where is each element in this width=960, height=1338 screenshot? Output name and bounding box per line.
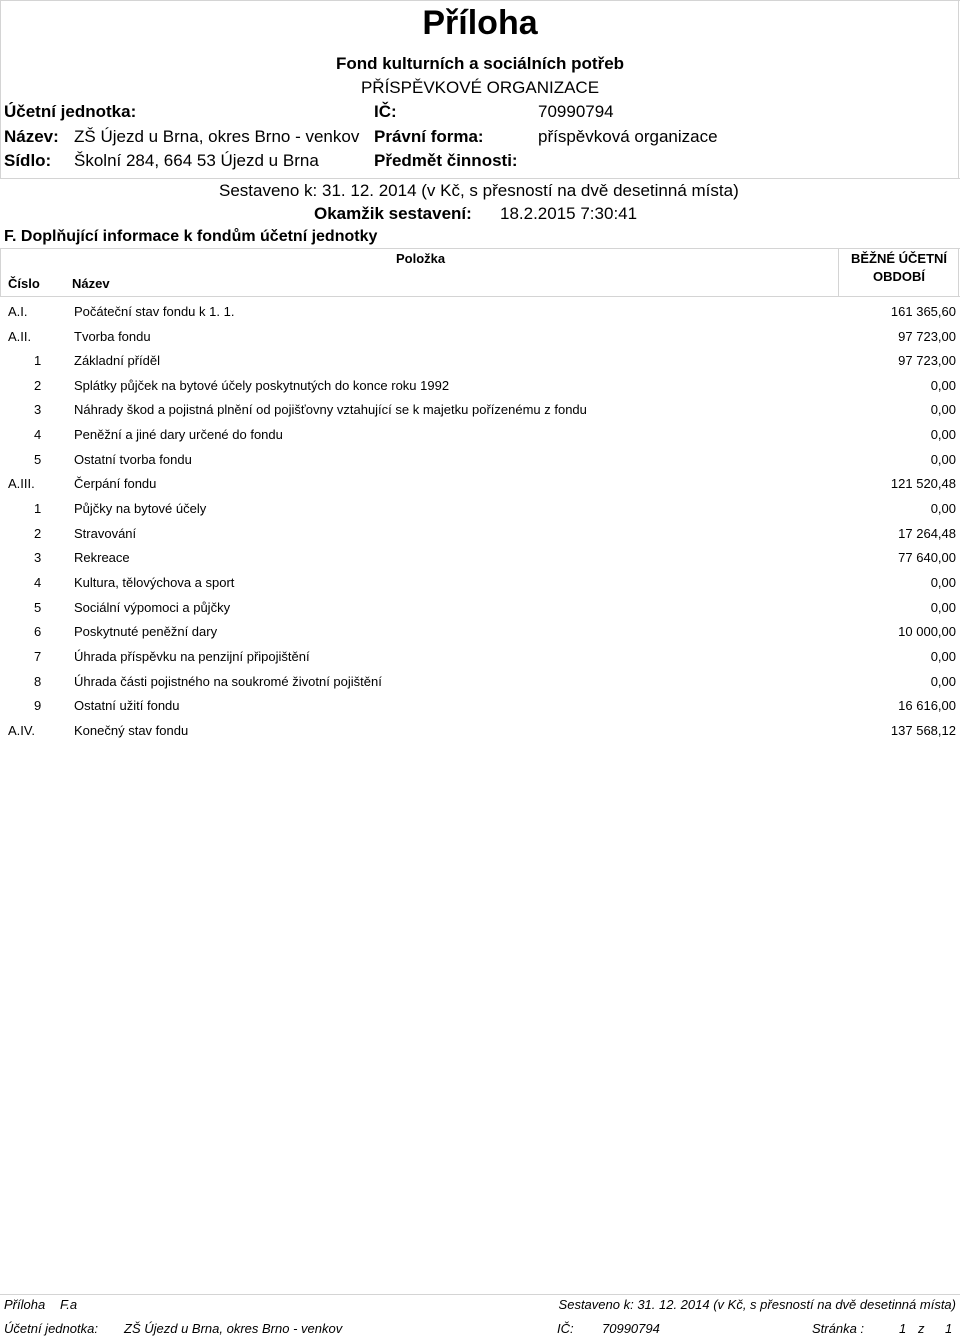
- table-header-top-line: [0, 248, 960, 249]
- row-value: 161 365,60: [890, 304, 956, 319]
- footer-appendix: Příloha: [4, 1297, 46, 1312]
- row-value: 137 568,12: [890, 723, 956, 738]
- row-number: 1: [34, 501, 42, 516]
- row-number: A.III.: [8, 476, 35, 491]
- row-number: 3: [34, 550, 42, 565]
- row-value: 0,00: [930, 378, 956, 393]
- row-number: A.II.: [8, 329, 32, 344]
- subtitle-org: PŘÍSPĚVKOVÉ ORGANIZACE: [360, 78, 600, 97]
- table-header-right-line: [958, 248, 959, 296]
- row-name: Peněžní a jiné dary určené do fondu: [74, 427, 283, 442]
- row-value: 77 640,00: [898, 550, 956, 565]
- row-value: 10 000,00: [898, 624, 956, 639]
- row-number: 2: [34, 526, 42, 541]
- page-title: Příloha: [422, 4, 538, 42]
- row-number: 9: [34, 698, 42, 713]
- table-row: [0, 472, 960, 496]
- row-value: 0,00: [930, 501, 956, 516]
- col-cislo: Číslo: [8, 276, 40, 291]
- row-name: Tvorba fondu: [74, 329, 151, 344]
- row-name: Základní příděl: [74, 353, 160, 368]
- table-row: [0, 620, 960, 644]
- row-name: Počáteční stav fondu k 1. 1.: [74, 304, 235, 319]
- table-row: [0, 349, 960, 373]
- row-value: 0,00: [930, 649, 956, 664]
- row-name: Úhrada části pojistného na soukromé životní pojištění: [74, 674, 382, 689]
- row-name: Ostatní užití fondu: [74, 698, 180, 713]
- footer-unit-label: Účetní jednotka:: [4, 1321, 98, 1336]
- moment-label: Okamžik sestavení:: [314, 204, 472, 223]
- row-value: 0,00: [930, 427, 956, 442]
- col-period-line2: OBDOBÍ: [873, 269, 925, 284]
- row-number: 8: [34, 674, 42, 689]
- row-value: 0,00: [930, 402, 956, 417]
- activity-label: Předmět činnosti:: [374, 151, 518, 170]
- row-name: Rekreace: [74, 550, 130, 565]
- subtitle-fund: Fond kulturních a sociálních potřeb: [335, 54, 625, 73]
- footer-section-code: F.a: [60, 1297, 78, 1312]
- row-value: 97 723,00: [898, 353, 956, 368]
- moment-value: 18.2.2015 7:30:41: [500, 204, 638, 223]
- table-row: [0, 719, 960, 743]
- header-divider: [0, 178, 960, 179]
- row-name: Poskytnuté peněžní dary: [74, 624, 218, 639]
- section-title: F. Doplňující informace k fondům účetní jednotky: [4, 228, 378, 245]
- ic-label: IČ:: [374, 102, 397, 121]
- name-value: ZŠ Újezd u Brna, okres Brno - venkov: [74, 127, 360, 146]
- table-row: [0, 596, 960, 620]
- footer-page-of: z: [918, 1321, 925, 1336]
- footer-ic-value: 70990794: [602, 1321, 660, 1336]
- row-number: 3: [34, 402, 42, 417]
- table-row: [0, 423, 960, 447]
- seat-value: Školní 284, 664 53 Újezd u Brna: [74, 151, 319, 170]
- footer-page-num: 1: [899, 1321, 907, 1336]
- table-row: [0, 325, 960, 349]
- table-row: [0, 300, 960, 324]
- row-number: 7: [34, 649, 42, 664]
- row-number: 6: [34, 624, 42, 639]
- footer-page-label: Stránka :: [812, 1321, 865, 1336]
- row-name: Úhrada příspěvku na penzijní připojištění: [74, 649, 310, 664]
- row-value: 121 520,48: [890, 476, 956, 491]
- row-name: Kultura, tělovýchova a sport: [74, 575, 235, 590]
- table-row: [0, 571, 960, 595]
- row-name: Stravování: [74, 526, 137, 541]
- row-value: 16 616,00: [898, 698, 956, 713]
- table-row: [0, 398, 960, 422]
- table-row: [0, 448, 960, 472]
- row-value: 17 264,48: [898, 526, 956, 541]
- table-header-left-line: [0, 248, 1, 296]
- frame-top-line: [0, 0, 960, 1]
- table-row: [0, 546, 960, 570]
- row-number: 5: [34, 452, 42, 467]
- row-number: 4: [34, 575, 42, 590]
- row-number: 5: [34, 600, 42, 615]
- footer-compiled: Sestaveno k: 31. 12. 2014 (v Kč, s přesností na dvě desetinná místa): [558, 1297, 956, 1312]
- table-row: [0, 497, 960, 521]
- ic-value: 70990794: [538, 102, 614, 121]
- compiled-text: Sestaveno k: 31. 12. 2014 (v Kč, s přesností na dvě desetinná místa): [219, 181, 739, 200]
- row-value: 0,00: [930, 674, 956, 689]
- row-value: 0,00: [930, 575, 956, 590]
- col-polozka: Položka: [396, 251, 446, 266]
- row-name: Půjčky na bytové účely: [74, 501, 207, 516]
- row-name: Ostatní tvorba fondu: [74, 452, 192, 467]
- row-name: Čerpání fondu: [74, 476, 157, 491]
- table-row: [0, 645, 960, 669]
- table-row: [0, 694, 960, 718]
- legal-form-value: příspěvková organizace: [538, 127, 718, 146]
- table-header-bottom-line: [0, 296, 960, 297]
- row-name: Náhrady škod a pojistná plnění od pojišťovny vztahující se k majetku pořízenému z fondu: [74, 402, 587, 417]
- seat-label: Sídlo:: [4, 151, 52, 170]
- row-name: Konečný stav fondu: [74, 723, 189, 738]
- footer-divider: [0, 1294, 960, 1295]
- table-header-mid-line: [838, 248, 839, 296]
- table-row: [0, 374, 960, 398]
- unit-label: Účetní jednotka:: [4, 102, 137, 121]
- footer-ic-label: IČ:: [557, 1321, 574, 1336]
- row-number: A.IV.: [8, 723, 35, 738]
- col-nazev: Název: [72, 276, 110, 291]
- row-number: 1: [34, 353, 42, 368]
- row-name: Splátky půjček na bytové účely poskytnutých do konce roku 1992: [74, 378, 450, 393]
- row-number: A.I.: [8, 304, 28, 319]
- row-number: 4: [34, 427, 42, 442]
- row-number: 2: [34, 378, 42, 393]
- footer-page-total: 1: [945, 1321, 953, 1336]
- col-period-line1: BĚŽNÉ ÚČETNÍ: [850, 251, 948, 266]
- legal-form-label: Právní forma:: [374, 127, 484, 146]
- table-row: [0, 670, 960, 694]
- footer-unit-value: ZŠ Újezd u Brna, okres Brno - venkov: [124, 1321, 343, 1336]
- row-value: 0,00: [930, 452, 956, 467]
- row-name: Sociální výpomoci a půjčky: [74, 600, 231, 615]
- row-value: 0,00: [930, 600, 956, 615]
- row-value: 97 723,00: [898, 329, 956, 344]
- name-label: Název:: [4, 127, 59, 146]
- table-row: [0, 522, 960, 546]
